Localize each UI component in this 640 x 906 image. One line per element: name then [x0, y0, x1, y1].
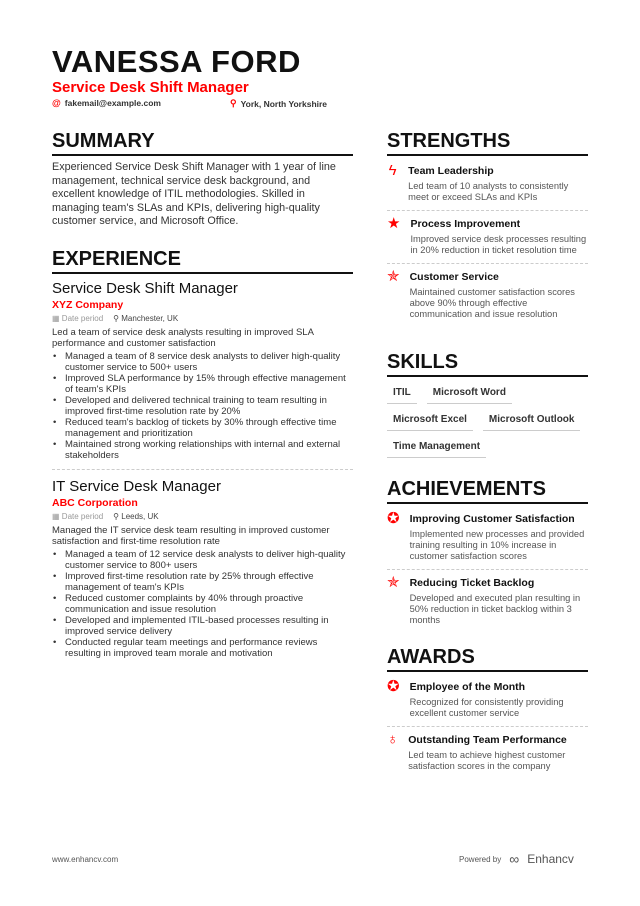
- at-icon: @: [52, 98, 61, 108]
- item-description: Led team to achieve highest customer satisfaction scores in the company: [408, 750, 566, 771]
- section-heading: STRENGTHS: [387, 129, 588, 156]
- awards-section: [387, 645, 588, 779]
- job-entry: [52, 280, 353, 461]
- calendar-icon: ▦: [52, 512, 60, 521]
- skill-tag: Microsoft Outlook: [483, 408, 581, 431]
- strengths-item: [387, 263, 588, 327]
- candidate-title: Service Desk Shift Manager: [52, 79, 249, 96]
- achievements-item: [387, 506, 588, 569]
- strengths-item: [387, 158, 588, 210]
- job-title: IT Service Desk Manager: [52, 478, 221, 495]
- section-heading: SUMMARY: [52, 129, 353, 156]
- job-bullets: [52, 549, 353, 659]
- skill-tag: Microsoft Excel: [387, 408, 473, 431]
- divider: [52, 469, 353, 470]
- star-outline-icon: ✯: [387, 574, 400, 591]
- medal-icon: ✪: [387, 510, 400, 527]
- bullet-item: • Improved first-time resolution rate by 25% through effective management of team's KPIs: [52, 571, 353, 593]
- bullet-item: • Maintained strong working relationships with internal and external stakeholders: [52, 439, 353, 461]
- achievements-item: [387, 569, 588, 633]
- item-description: Led team of 10 analysts to consistently meet or exceed SLAs and KPIs: [408, 181, 569, 202]
- location-text: Manchester, UK: [121, 314, 179, 323]
- bolt-icon: ϟ: [388, 162, 397, 179]
- item-description: Recognized for consistently providing excellent customer service: [409, 697, 564, 718]
- section-heading: AWARDS: [387, 645, 588, 672]
- awards-item: [387, 674, 588, 726]
- item-description: Implemented new processes and provided training resulting in 10% increase in customer satisfaction scores: [409, 529, 585, 561]
- job-bullets: [52, 351, 353, 461]
- footer-website[interactable]: www.enhancv.com: [52, 855, 119, 864]
- skill-tag: ITIL: [387, 381, 417, 404]
- item-description: Developed and executed plan resulting in 50% reduction in ticket backlog within 3 months: [409, 593, 581, 625]
- date-period: [52, 510, 103, 523]
- star-outline-icon: ✯: [387, 268, 400, 285]
- map-pin-icon: ⚲: [113, 512, 120, 521]
- candidate-name: VANESSA FORD: [52, 44, 301, 79]
- email-contact[interactable]: [52, 98, 161, 108]
- footer-brand: [459, 851, 574, 867]
- medal-icon: ✪: [387, 678, 400, 695]
- date-period: [52, 312, 103, 325]
- job-description: Led a team of service desk analysts resulting in improved SLA performance and customer satisfaction: [52, 327, 314, 349]
- summary-section: [52, 129, 353, 229]
- job-entry: [52, 478, 353, 659]
- star-icon: ★: [387, 215, 401, 232]
- skill-tag: Time Management: [387, 435, 486, 458]
- section-heading: SKILLS: [387, 350, 588, 377]
- awards-item: [387, 726, 588, 779]
- item-title: Reducing Ticket Backlog: [409, 577, 535, 589]
- calendar-icon: ▦: [52, 314, 60, 323]
- location-text: Leeds, UK: [121, 512, 159, 521]
- map-pin-icon: ⚲: [230, 98, 237, 108]
- date-text: Date period: [61, 314, 104, 323]
- experience-section: [52, 247, 353, 659]
- bullet-item: • Managed a team of 12 service desk analysts to deliver high-quality customer service to 800+ users: [52, 549, 353, 571]
- bullet-item: • Managed a team of 8 service desk analysts to deliver high-quality customer service to 500+ users: [52, 351, 353, 373]
- bullet-item: • Developed and delivered technical training to team resulting in improved first-time resolution rate by 20%: [52, 395, 353, 417]
- item-title: Customer Service: [409, 271, 499, 283]
- strengths-section: [387, 129, 588, 327]
- bullet-item: • Improved SLA performance by 15% through effective management of team's KPIs: [52, 373, 353, 395]
- location-contact: [230, 98, 327, 109]
- job-location: [113, 510, 158, 523]
- bullet-item: • Reduced team's backlog of tickets by 30% through effective time management and prioritization: [52, 417, 353, 439]
- item-description: Improved service desk processes resulting in 20% reduction in ticket resolution time: [410, 234, 587, 255]
- job-location: [113, 312, 178, 325]
- bullet-item: • Developed and implemented ITIL-based processes resulting in improved service delivery: [52, 615, 353, 637]
- location-text: York, North Yorkshire: [240, 98, 328, 109]
- lightbulb-icon: ♁: [387, 731, 399, 748]
- powered-by-text: Powered by: [459, 854, 502, 864]
- item-title: Process Improvement: [410, 218, 521, 230]
- item-title: Improving Customer Satisfaction: [409, 513, 575, 525]
- company-name: XYZ Company: [52, 299, 124, 311]
- achievements-section: [387, 477, 588, 633]
- section-heading: ACHIEVEMENTS: [387, 477, 588, 504]
- item-title: Outstanding Team Performance: [408, 734, 567, 746]
- skills-section: [387, 350, 588, 462]
- brand-name: Enhancv: [527, 852, 574, 866]
- summary-text: Experienced Service Desk Shift Manager with 1 year of line management, technical service desk background, and excellent knowledge of ITIL methodologies. Skilled in managing team's SLAs and KPIs, delivering high-quality customer service, and Microsoft Office.: [52, 161, 336, 227]
- strengths-item: [387, 210, 588, 263]
- job-title: Service Desk Shift Manager: [52, 280, 238, 297]
- date-text: Date period: [61, 512, 104, 521]
- bullet-item: • Conducted regular team meetings and performance reviews resulting in improved team morale and motivation: [52, 637, 353, 659]
- item-title: Team Leadership: [408, 165, 494, 177]
- item-title: Employee of the Month: [409, 681, 526, 693]
- section-heading: EXPERIENCE: [52, 247, 353, 274]
- map-pin-icon: ⚲: [113, 314, 120, 323]
- company-name: ABC Corporation: [52, 497, 138, 509]
- enhancv-logo-icon: ∞: [509, 851, 520, 867]
- email-text: fakemail@example.com: [64, 98, 161, 108]
- job-description: Managed the IT service desk team resulting in improved customer satisfaction and first-time resolution rate: [52, 525, 330, 547]
- skill-tag: Microsoft Word: [427, 381, 512, 404]
- item-description: Maintained customer satisfaction scores above 90% through effective communication and issue resolution: [409, 287, 575, 319]
- bullet-item: • Reduced customer complaints by 40% through proactive communication and issue resolution: [52, 593, 353, 615]
